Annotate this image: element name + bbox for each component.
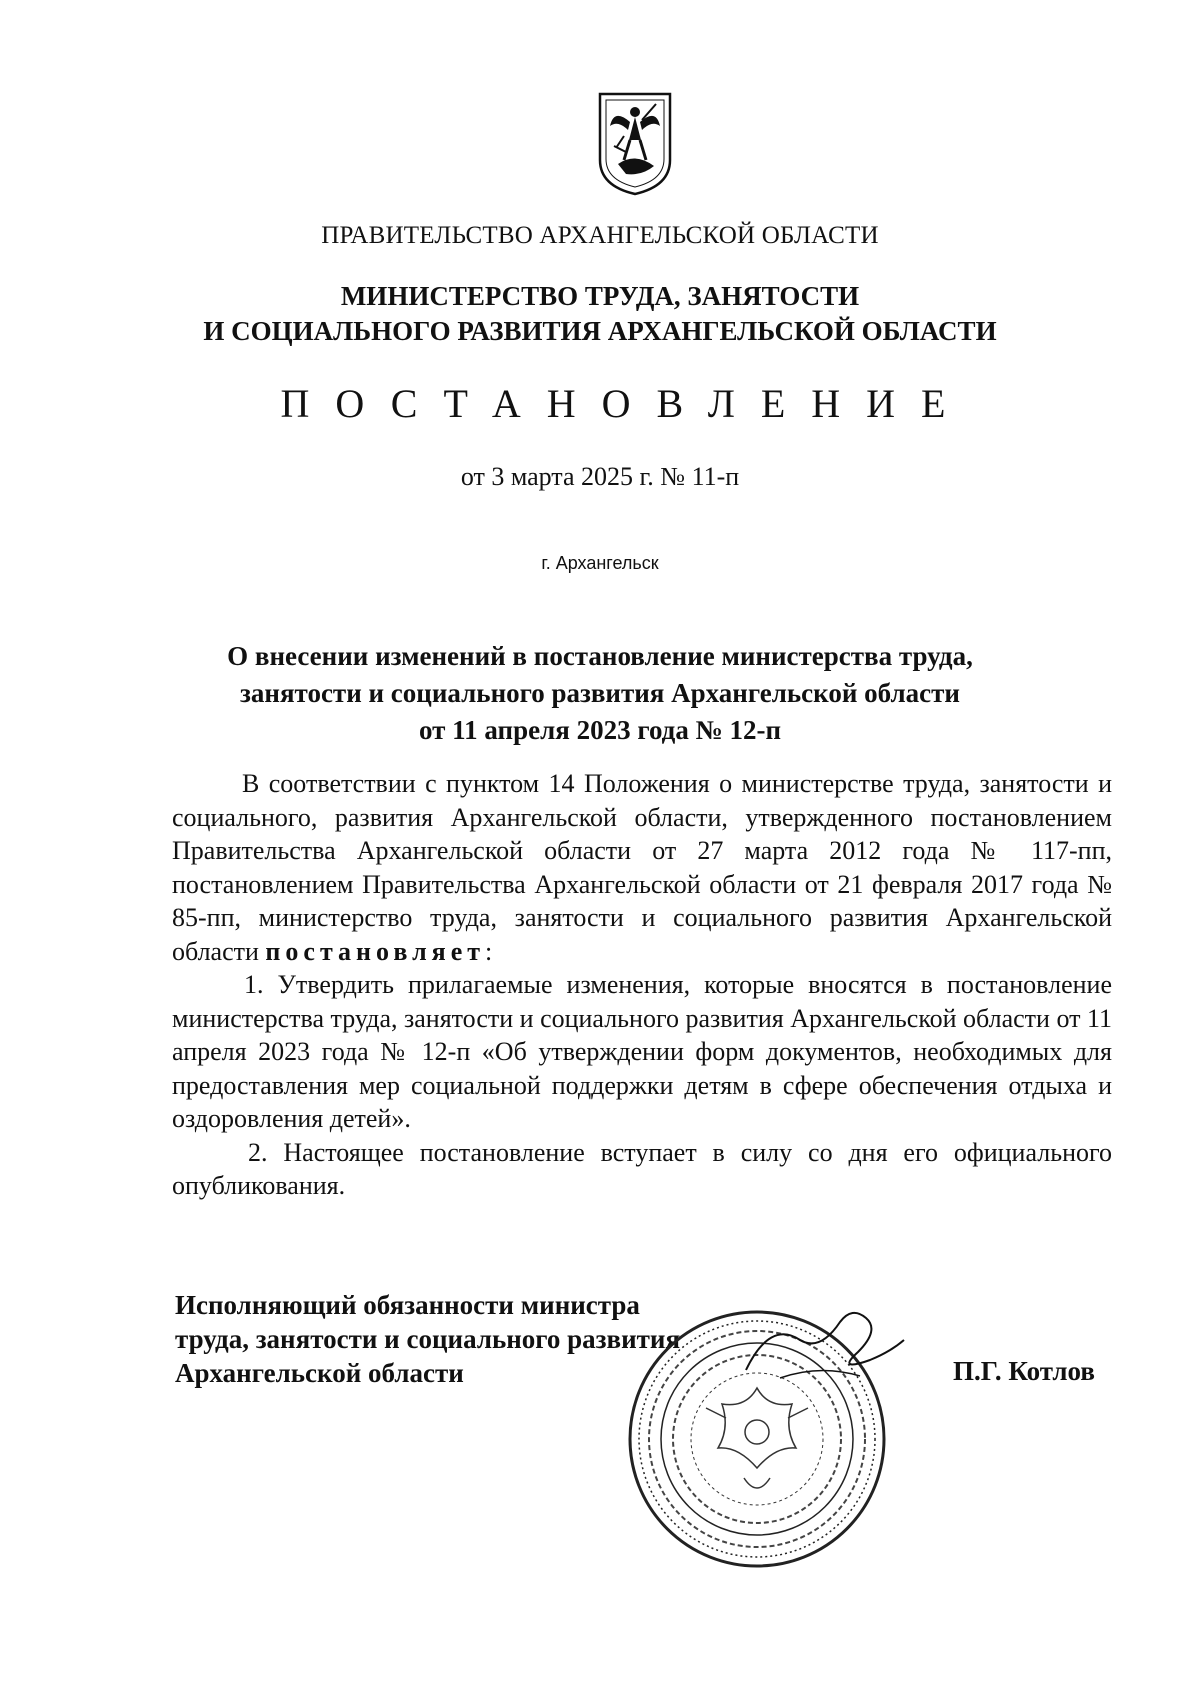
preamble-colon: :	[485, 936, 493, 966]
ministry-name	[0, 279, 1200, 349]
ministry-name-line1: МИНИСТЕРСТВО ТРУДА, ЗАНЯТОСТИ	[340, 281, 860, 311]
arkhangelsk-coat-of-arms-icon	[596, 90, 674, 198]
ministry-name-line2: И СОЦИАЛЬНОГО РАЗВИТИЯ АРХАНГЕЛЬСКОЙ ОБЛАСТИ	[203, 316, 997, 346]
subject-line2: занятости и социального развития Архангельской области	[240, 678, 960, 708]
government-name: ПРАВИТЕЛЬСТВО АРХАНГЕЛЬСКОЙ ОБЛАСТИ	[321, 222, 879, 249]
signer-position-line3: Архангельской области	[175, 1358, 464, 1388]
decrees-word: постановляет	[265, 936, 486, 966]
preamble-paragraph	[172, 767, 1112, 968]
subject-line3: от 11 апреля 2023 года № 12-п	[418, 715, 782, 745]
signer-name: П.Г. Котлов	[953, 1356, 1095, 1386]
city: г. Архангельск	[541, 553, 659, 573]
handwritten-signature-icon	[740, 1300, 910, 1390]
document-type: ПОСТАНОВЛЕНИЕ	[280, 381, 972, 426]
signer-position-line1: Исполняющий обязанности министра	[175, 1290, 640, 1320]
signer-position	[175, 1288, 680, 1390]
document-subject	[0, 638, 1200, 749]
date-and-number: от 3 марта 2025 г. № 11-п	[460, 462, 740, 491]
preamble-text: В соответствии с пунктом 14 Положения о министерстве труда, занятости и социального, развития Архангельской области, утвержденного постановлением Правительства Архангельской области от 27 марта 2012 года № 117-пп, постановлением Правительства Архангельской области от 21 февраля 2017 года № 85-пп, министерство труда, занятости и социального развития Архангельской области	[172, 769, 1112, 966]
item-1-paragraph: 1. Утвердить прилагаемые изменения, которые вносятся в постановление министерства труда, занятости и социального развития Архангельской области от 11 апреля 2023 года № 12-п «Об утверждении форм документов, необходимых для предоставления мер социальной поддержки детям в сфере обеспечения отдыха и оздоровления детей».	[172, 970, 1113, 1133]
subject-line1: О внесении изменений в постановление министерства труда,	[227, 641, 973, 671]
document-body	[172, 767, 1112, 1203]
signer-position-line2: труда, занятости и социального развития	[175, 1324, 681, 1354]
item-2-paragraph: 2. Настоящее постановление вступает в силу со дня его официального опубликования.	[172, 1137, 1112, 1200]
